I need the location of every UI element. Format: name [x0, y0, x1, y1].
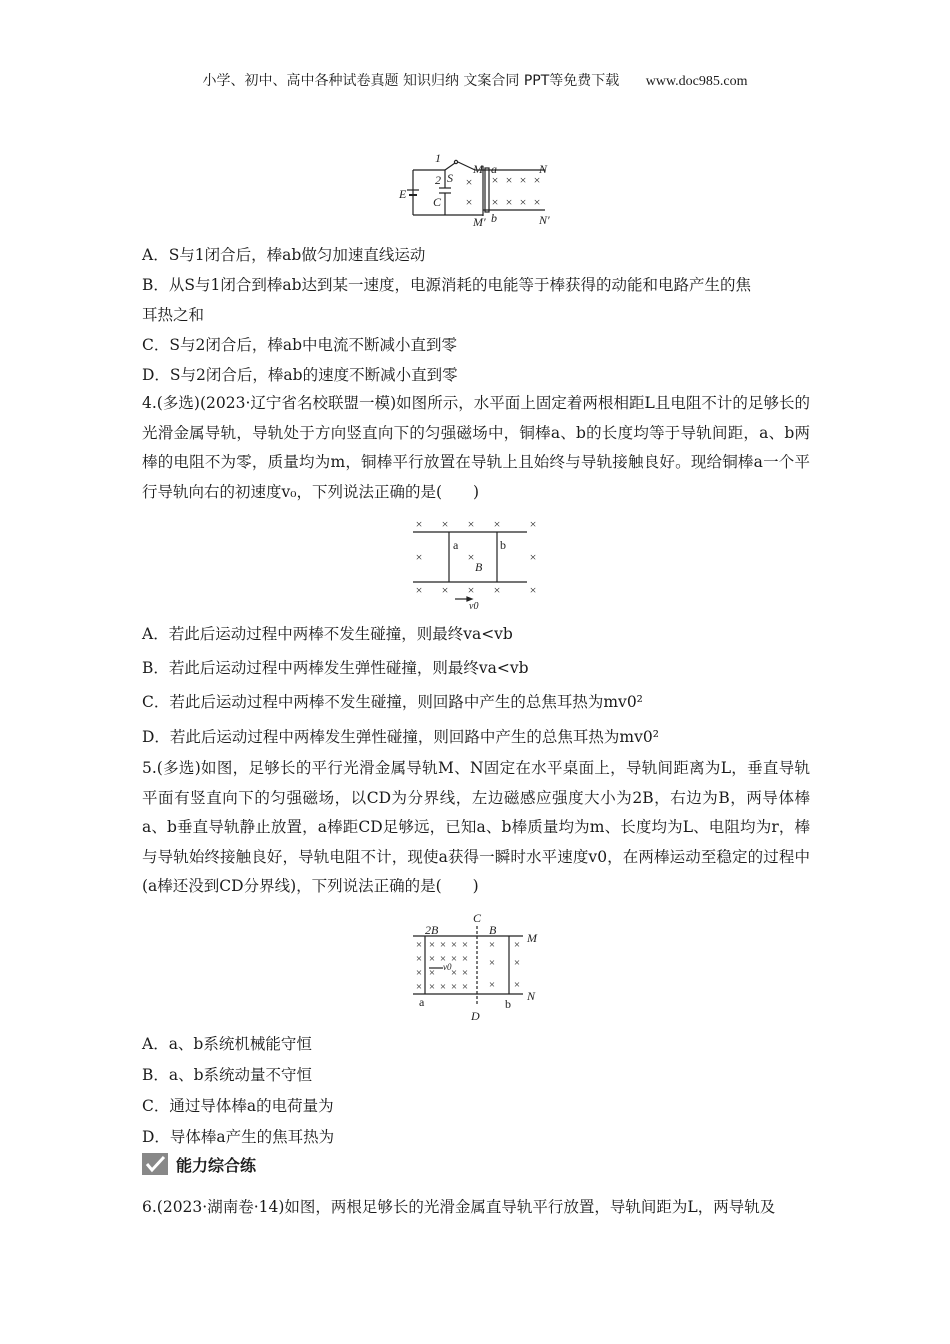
q3-option-d: D．S与2闭合后，棒ab的速度不断减小直到零	[142, 366, 458, 384]
svg-text:×: ×	[519, 195, 527, 209]
svg-text:×: ×	[461, 981, 469, 993]
svg-text:×: ×	[465, 195, 473, 209]
header-text: 小学、初中、高中各种试卷真题 知识归纳 文案合同 PPT等免费下载	[202, 73, 620, 89]
svg-text:×: ×	[450, 981, 458, 993]
svg-text:×: ×	[450, 967, 458, 979]
fig3-label-2B: 2B	[425, 923, 439, 937]
svg-text:×: ×	[513, 957, 521, 969]
svg-text:×: ×	[529, 550, 537, 564]
figure-boundary	[405, 908, 555, 1023]
q4-option-b: B．若此后运动过程中两棒发生弹性碰撞，则最终va<vb	[142, 659, 529, 677]
header-url: www.doc985.com	[645, 74, 748, 89]
svg-text:×: ×	[529, 583, 537, 597]
fig2-label-B: B	[475, 560, 483, 574]
svg-text:×: ×	[439, 939, 447, 951]
q5-stem: 5.(多选)如图，足够长的平行光滑金属导轨M、N固定在水平桌面上，导轨间距离为L，垂直导轨平面有竖直向下的匀强磁场，以CD为分界线，左边磁感应强度大小为2B，右边为B，两导体棒a、b垂直导轨静止放置，a棒距CD足够远，已知a、b棒质量均为m、长度均为L、电阻均为r，棒与导轨始终接触良好，导轨电阻不计，现使a获得一瞬时水平速度v0，在两棒运动至稳定的过程中(a棒还没到CD分界线)，下列说法正确的是( )	[142, 759, 810, 895]
svg-text:×: ×	[488, 957, 496, 969]
fig1-label-Mprime: M′	[473, 215, 486, 229]
fig1-label-Nprime: N′	[539, 213, 550, 227]
fig3-label-M: M	[527, 931, 537, 945]
svg-text:×: ×	[505, 173, 513, 187]
svg-text:×: ×	[513, 979, 521, 991]
svg-text:×: ×	[439, 953, 447, 965]
svg-text:×: ×	[450, 953, 458, 965]
svg-text:×: ×	[533, 195, 541, 209]
fig1-label-2: 2	[435, 173, 441, 187]
svg-text:×: ×	[465, 175, 473, 189]
fig2-label-a: a	[453, 538, 459, 552]
svg-text:×: ×	[505, 195, 513, 209]
section-heading	[142, 1150, 256, 1178]
svg-text:×: ×	[513, 939, 521, 951]
fig3-label-a: a	[419, 995, 425, 1009]
svg-text:×: ×	[519, 173, 527, 187]
page-header	[0, 70, 950, 90]
svg-text:×: ×	[467, 517, 475, 531]
fig1-label-C: C	[433, 195, 442, 209]
fig1-label-N: N	[539, 162, 548, 176]
svg-text:×: ×	[428, 967, 436, 979]
q3-option-a: A．S与1闭合后，棒ab做匀加速直线运动	[142, 246, 426, 264]
q5-option-d: D．导体棒a产生的焦耳热为	[142, 1128, 335, 1146]
svg-text:×: ×	[428, 953, 436, 965]
svg-text:×: ×	[533, 173, 541, 187]
svg-text:×: ×	[415, 550, 423, 564]
figure-two-rods	[405, 515, 545, 610]
svg-text:×: ×	[415, 967, 423, 979]
fig3-label-v0: v0	[443, 962, 452, 972]
fig3-label-C: C	[473, 911, 482, 925]
fig1-label-b: b	[491, 211, 497, 225]
q4-option-c: C．若此后运动过程中两棒不发生碰撞，则回路中产生的总焦耳热为mv0²	[142, 693, 643, 711]
fig3-label-b: b	[505, 997, 511, 1011]
fig1-label-E: E	[399, 187, 407, 201]
q3-option-b-line1: B．从S与1闭合到棒ab达到某一速度，电源消耗的电能等于棒获得的动能和电路产生的焦	[142, 276, 752, 294]
fig3-label-B: B	[489, 923, 497, 937]
section-title: 能力综合练	[176, 1155, 257, 1175]
fig2-label-v0: v0	[469, 601, 479, 610]
svg-text:×: ×	[461, 953, 469, 965]
svg-text:×: ×	[493, 517, 501, 531]
svg-text:×: ×	[450, 939, 458, 951]
q3-option-c: C．S与2闭合后，棒ab中电流不断减小直到零	[142, 336, 458, 354]
q5-option-c: C．通过导体棒a的电荷量为	[142, 1097, 334, 1115]
svg-text:×: ×	[467, 583, 475, 597]
svg-text:×: ×	[428, 939, 436, 951]
svg-text:×: ×	[488, 939, 496, 951]
fig1-label-1: 1	[435, 151, 441, 165]
svg-text:×: ×	[415, 583, 423, 597]
svg-text:×: ×	[493, 583, 501, 597]
svg-text:×: ×	[529, 517, 537, 531]
svg-text:×: ×	[488, 979, 496, 991]
figure-circuit	[395, 150, 565, 230]
fig3-label-N: N	[527, 989, 536, 1003]
checkmark-icon	[142, 1153, 168, 1175]
svg-text:×: ×	[415, 953, 423, 965]
svg-text:×: ×	[461, 967, 469, 979]
fig3-label-D: D	[471, 1009, 480, 1023]
svg-text:×: ×	[467, 550, 475, 564]
svg-text:×: ×	[441, 517, 449, 531]
fig2-label-b: b	[500, 538, 506, 552]
q4-stem: 4.(多选)(2023·辽宁省名校联盟一模)如图所示，水平面上固定着两根相距L且电阻不计的足够长的光滑金属导轨，导轨处于方向竖直向下的匀强磁场中，铜棒a、b的长度均等于导轨间距，a、b两棒的电阻不为零，质量均为m，铜棒平行放置在导轨上且始终与导轨接触良好。现给铜棒a一个平行导轨向右的初速度v₀，下列说法正确的是( )	[142, 394, 810, 501]
q4-option-d: D．若此后运动过程中两棒发生弹性碰撞，则回路中产生的总焦耳热为mv0²	[142, 728, 659, 746]
fig1-label-M: M	[473, 162, 483, 176]
q5-option-a: A．a、b系统机械能守恒	[142, 1035, 312, 1053]
svg-text:×: ×	[491, 173, 499, 187]
fig1-label-S: S	[447, 171, 453, 185]
svg-text:×: ×	[491, 195, 499, 209]
svg-text:×: ×	[428, 981, 436, 993]
q3-option-b-line2: 耳热之和	[142, 306, 205, 324]
svg-text:×: ×	[415, 517, 423, 531]
svg-text:×: ×	[441, 583, 449, 597]
svg-text:×: ×	[415, 981, 423, 993]
q6-stem: 6.(2023·湖南卷·14)如图，两根足够长的光滑金属直导轨平行放置，导轨间距为L，两导轨及	[142, 1198, 776, 1216]
svg-text:×: ×	[415, 939, 423, 951]
svg-text:×: ×	[439, 981, 447, 993]
svg-text:×: ×	[461, 939, 469, 951]
q5-option-b: B．a、b系统动量不守恒	[142, 1066, 313, 1084]
q4-option-a: A．若此后运动过程中两棒不发生碰撞，则最终va<vb	[142, 625, 513, 643]
fig1-label-a: a	[491, 162, 497, 176]
